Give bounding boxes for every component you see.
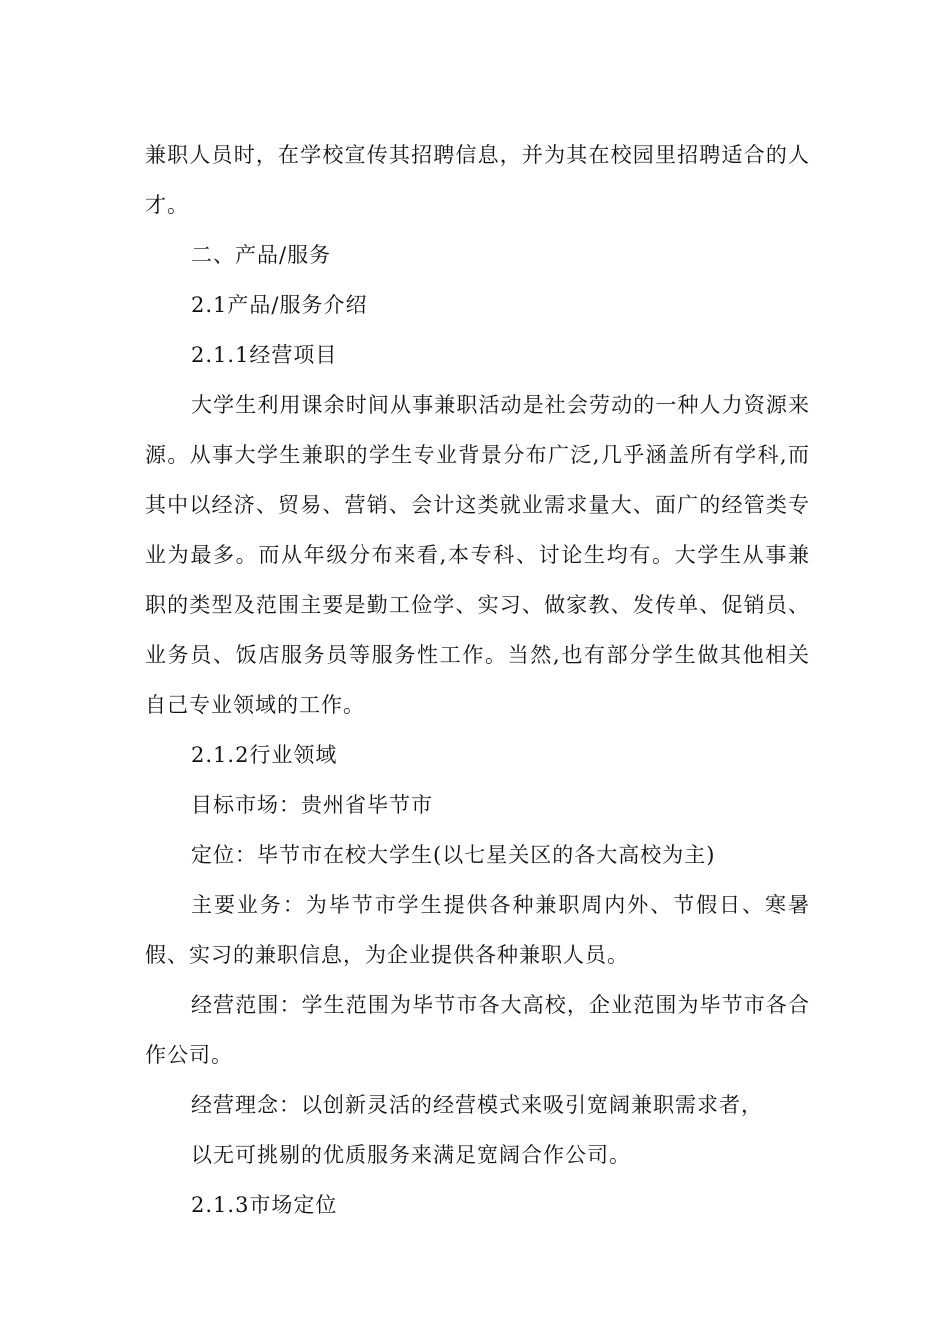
paragraph-target-market: 目标市场：贵州省毕节市 — [191, 793, 433, 817]
paragraph-business-items: 大学生利用课余时间从事兼职活动是社会劳动的一种人力资源来源。从事大学生兼职的学生专业背景分布广泛,几乎涵盖所有学科,而其中以经济、贸易、营销、会计这类就业需求量大、面广的经管类专业为最多。而从年级分布来看,本专科、讨论生均有。大学生从事兼职的类型及范围主要是勤工俭学、实习、做家教、发传单、促销员、业务员、饭店服务员等服务性工作。当然,也有部分学生做其他相关自己专业领域的工作。 — [145, 393, 810, 717]
paragraph-continuation: 兼职人员时，在学校宣传其招聘信息，并为其在校园里招聘适合的人才。 — [145, 143, 810, 217]
subsection-heading-2-1-1: 2.1.1经营项目 — [191, 343, 338, 367]
paragraph-business-philosophy-cont: 以无可挑剔的优质服务来满足宽阔合作公司。 — [191, 1143, 631, 1167]
document-body — [145, 130, 810, 1230]
paragraph-business-philosophy: 经营理念：以创新灵活的经营模式来吸引宽阔兼职需求者， — [191, 1093, 763, 1117]
paragraph-positioning: 定位：毕节市在校大学生(以七星关区的各大高校为主) — [191, 843, 716, 867]
paragraph-business-scope: 经营范围：学生范围为毕节市各大高校，企业范围为毕节市各合作公司。 — [145, 993, 810, 1067]
section-heading-products-services: 二、产品/服务 — [191, 243, 332, 267]
subsection-heading-2-1: 2.1产品/服务介绍 — [191, 293, 368, 317]
paragraph-main-business: 主要业务：为毕节市学生提供各种兼职周内外、节假日、寒暑假、实习的兼职信息，为企业提供各种兼职人员。 — [145, 893, 810, 967]
subsection-heading-2-1-2: 2.1.2行业领域 — [191, 743, 338, 767]
subsection-heading-2-1-3: 2.1.3市场定位 — [191, 1193, 338, 1217]
